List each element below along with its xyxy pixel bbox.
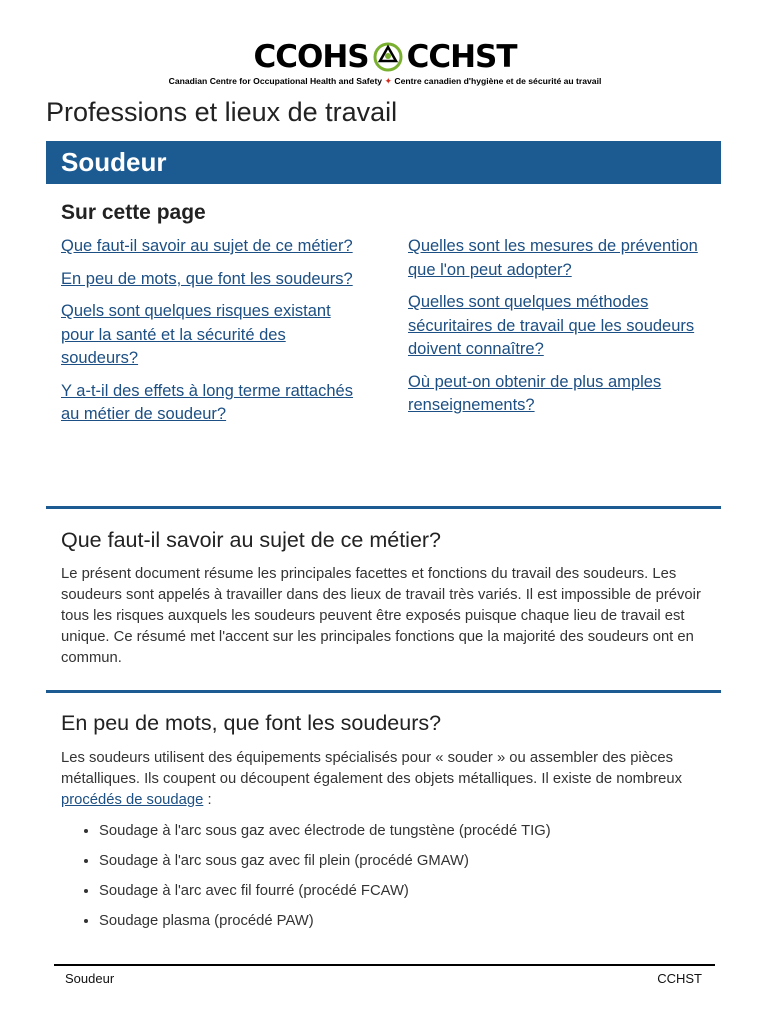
banner-title: Soudeur — [61, 147, 167, 177]
list-item: • Soudage à l'arc avec fil fourré (procédé FCAW) — [99, 881, 551, 902]
paragraph-text: Les soudeurs utilisent des équipements spécialisés pour « souder » ou assembler des pièces métalliques. Ils coupent ou découpent également des objets métalliques. Il existe de nombreux — [61, 750, 683, 787]
list-item: • Soudage à l'arc sous gaz avec électrode de tungstène (procédé TIG) — [99, 821, 551, 842]
list-item: • Soudage à l'arc sous gaz avec fil plein (procédé GMAW) — [99, 851, 551, 872]
paragraph-text: : — [203, 792, 212, 808]
toc-link[interactable]: Y a-t-il des effets à long terme rattachés au métier de soudeur? — [61, 381, 353, 423]
toc-link[interactable]: Quelles sont quelques méthodes sécuritaires de travail que les soudeurs doivent connaître? — [408, 293, 695, 358]
welding-process-list — [61, 821, 551, 941]
section-paragraph: Le présent document résume les principales facettes et fonctions du travail des soudeurs. Les soudeurs sont appelés à travailler dans des lieux de travail très variés. Il est impossible de prévoir tous les risques auxquels les soudeurs peuvent être exposés puisque chaque lieu de travail est unique. Ce résumé met l'accent sur les principales fonctions que la majorité des soudeurs ont en commun. — [61, 566, 701, 666]
safety-emblem-icon — [373, 42, 403, 72]
toc-link[interactable]: Où peut-on obtenir de plus amples renseignements? — [408, 372, 662, 414]
toc-left-column — [61, 235, 361, 436]
page-title: Professions et lieux de travail — [46, 97, 398, 127]
toc-link[interactable]: Que faut-il savoir au sujet de ce métier? — [61, 237, 353, 255]
logo-tagline-en: Canadian Centre for Occupational Health and Safety — [168, 76, 383, 86]
toc-heading: Sur cette page — [61, 201, 206, 224]
toc-link[interactable]: En peu de mots, que font les soudeurs? — [61, 269, 353, 288]
welding-processes-link[interactable]: procédés de soudage — [61, 792, 204, 808]
maple-leaf-icon: ✦ — [384, 76, 393, 86]
toc-link[interactable]: Quelles sont les mesures de prévention que l'on peut adopter? — [408, 237, 698, 279]
toc-right-column — [408, 235, 708, 427]
section-heading: En peu de mots, que font les soudeurs? — [61, 711, 442, 735]
list-item: • Soudage plasma (procédé PAW) — [99, 911, 551, 932]
logo-wordmark — [160, 40, 610, 74]
logo-tagline-fr: Centre canadien d'hygiène et de sécurité au travail — [394, 76, 602, 86]
logo-tagline — [160, 75, 610, 87]
toc-link[interactable]: Quels sont quelques risques existant pour la santé et la sécurité des soudeurs? — [61, 302, 331, 367]
footer-divider — [54, 964, 715, 966]
ccohs-logo — [160, 40, 610, 88]
title-banner — [46, 141, 721, 184]
section-paragraph — [61, 748, 713, 811]
footer-right: CCHST — [657, 971, 702, 986]
section-heading: Que faut-il savoir au sujet de ce métier? — [61, 528, 442, 552]
footer-left: Soudeur — [65, 971, 115, 986]
logo-left-text: CCOHS — [253, 39, 369, 75]
section-divider — [46, 690, 721, 693]
section-divider — [46, 506, 721, 509]
logo-right-text: CCHST — [406, 39, 517, 75]
